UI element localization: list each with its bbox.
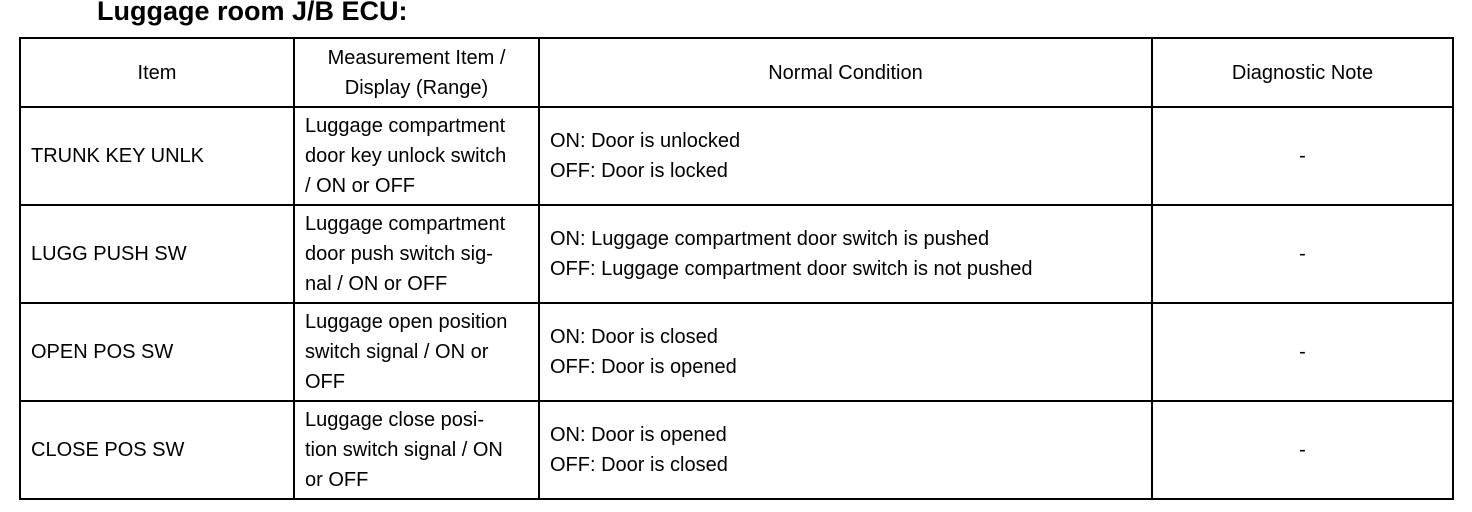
table-header-row	[20, 38, 1453, 107]
table-row	[20, 303, 1453, 401]
header-diagnostic-note: Diagnostic Note	[1152, 38, 1453, 107]
measurement-line: OFF	[305, 371, 345, 393]
measurement-line: nal / ON or OFF	[305, 273, 448, 295]
measurement-line: door push switch sig-	[305, 243, 493, 265]
measurement-line: switch signal / ON or	[305, 341, 489, 363]
normal-condition-line: OFF: Door is closed	[550, 454, 728, 476]
header-item: Item	[20, 38, 294, 107]
table-row	[20, 107, 1453, 205]
item-cell: LUGG PUSH SW	[20, 205, 294, 303]
item-cell: OPEN POS SW	[20, 303, 294, 401]
measurement-line: Luggage compartment	[305, 115, 506, 137]
normal-condition-line: ON: Door is closed	[550, 326, 718, 348]
diagnostic-note-cell: -	[1152, 303, 1453, 401]
page-title: Luggage room J/B ECU:	[97, 0, 408, 26]
normal-condition-line: OFF: Door is opened	[550, 356, 737, 378]
normal-condition-cell	[539, 303, 1152, 401]
normal-condition-line: OFF: Door is locked	[550, 160, 728, 182]
data-list-table	[19, 37, 1454, 500]
header-measurement-line: Display (Range)	[344, 76, 489, 99]
item-cell: CLOSE POS SW	[20, 401, 294, 499]
measurement-line: or OFF	[305, 469, 369, 491]
table-row	[20, 205, 1453, 303]
normal-condition-cell	[539, 205, 1152, 303]
measurement-cell	[294, 303, 539, 401]
table-row	[20, 401, 1453, 499]
measurement-cell	[294, 205, 539, 303]
diagnostic-note-cell: -	[1152, 107, 1453, 205]
measurement-cell	[294, 401, 539, 499]
measurement-cell	[294, 107, 539, 205]
diagnostic-note-cell: -	[1152, 205, 1453, 303]
normal-condition-line: ON: Door is unlocked	[550, 130, 741, 152]
normal-condition-line: ON: Luggage compartment door switch is pushed	[550, 228, 990, 250]
header-normal-condition: Normal Condition	[539, 38, 1152, 107]
normal-condition-cell	[539, 401, 1152, 499]
measurement-line: / ON or OFF	[305, 175, 415, 197]
diagnostic-note-cell: -	[1152, 401, 1453, 499]
normal-condition-cell	[539, 107, 1152, 205]
normal-condition-line: ON: Door is opened	[550, 424, 727, 446]
item-cell: TRUNK KEY UNLK	[20, 107, 294, 205]
measurement-line: Luggage open position	[305, 311, 508, 333]
header-measurement-line: Measurement Item /	[327, 46, 506, 69]
measurement-line: Luggage close posi-	[305, 409, 485, 431]
measurement-line: Luggage compartment	[305, 213, 506, 235]
measurement-line: tion switch signal / ON	[305, 439, 503, 461]
header-measurement	[294, 38, 539, 107]
normal-condition-line: OFF: Luggage compartment door switch is not pushed	[550, 258, 1033, 280]
measurement-line: door key unlock switch	[305, 145, 507, 167]
